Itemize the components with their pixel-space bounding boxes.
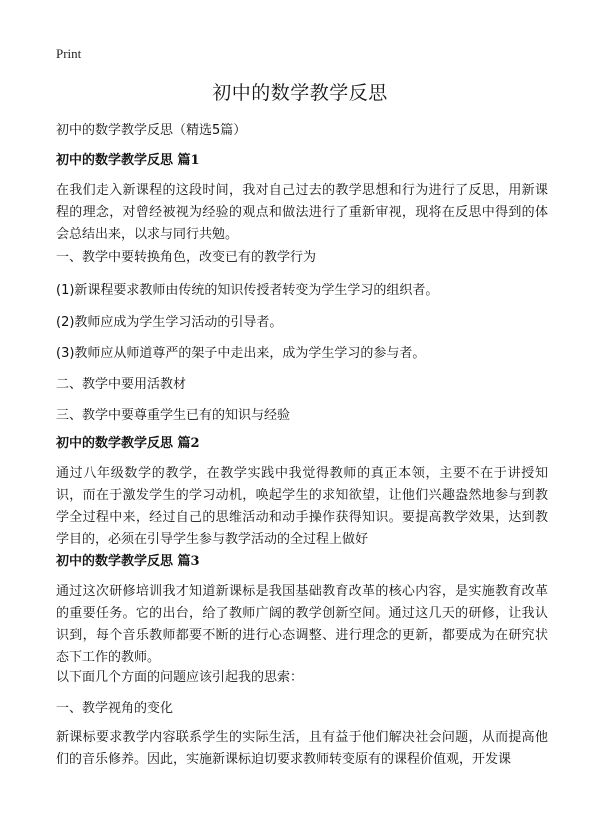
paragraph: (3)教师应从师道尊严的架子中走出来，成为学生学习的参与者。 [56, 346, 426, 361]
paragraph: 通过这次研修培训我才知道新课标是我国基础教育改革的核心内容，是实施教育改革的重要任务。它的出台，给了教师广阔的教学创新空间。通过这几天的研修，让我认识到，每个音乐教师都要不断的进行心态调整、进行理念的更新，都要成为在研究状态下工作的教师。 [56, 584, 548, 665]
paragraph: 二、教学中要用活教材 [56, 377, 187, 392]
paragraph: 一、教学中要转换角色，改变已有的教学行为 [56, 250, 317, 265]
document-subtitle: 初中的数学教学反思（精选5篇） [56, 123, 247, 138]
paragraph: 新课标要求教学内容联系学生的实际生活，且有益于他们解决社会问题，从而提高他们的音乐修养。因此，实施新课标迫切要求教师转变原有的课程价值观，开发课 [56, 730, 548, 767]
section-heading-3: 初中的数学教学反思 篇3 [56, 554, 200, 569]
paragraph: 三、教学中要尊重学生已有的知识与经验 [56, 408, 291, 423]
section-heading-2: 初中的数学教学反思 篇2 [56, 436, 200, 451]
paragraph: (1)新课程要求教师由传统的知识传授者转变为学生学习的组织者。 [56, 283, 439, 298]
paragraph: 以下面几个方面的问题应该引起我的思索： [56, 670, 304, 685]
paragraph: 一、教学视角的变化 [56, 701, 174, 716]
document-title: 初中的数学教学反思 [212, 82, 388, 104]
paragraph: (2)教师应成为学生学习活动的引导者。 [56, 315, 283, 330]
section-heading-1: 初中的数学教学反思 篇1 [56, 153, 200, 168]
paragraph: 通过八年级数学的教学，在教学实践中我觉得教师的真正本领，主要不在于讲授知识，而在于激发学生的学习动机，唤起学生的求知欲望，让他们兴趣盎然地参与到教学全过程中来，经过自己的思维活动和动手操作获得知识。要提高教学效果，达到教学目的，必须在引导学生参与教学活动的全过程上做好 [56, 466, 548, 547]
print-button[interactable]: Print [56, 46, 82, 61]
paragraph: 在我们走入新课程的这段时间，我对自己过去的教学思想和行为进行了反思，用新课程的理念，对曾经被视为经验的观点和做法进行了重新审视，现将在反思中得到的体会总结出来，以求与同行共勉。 [56, 183, 548, 242]
